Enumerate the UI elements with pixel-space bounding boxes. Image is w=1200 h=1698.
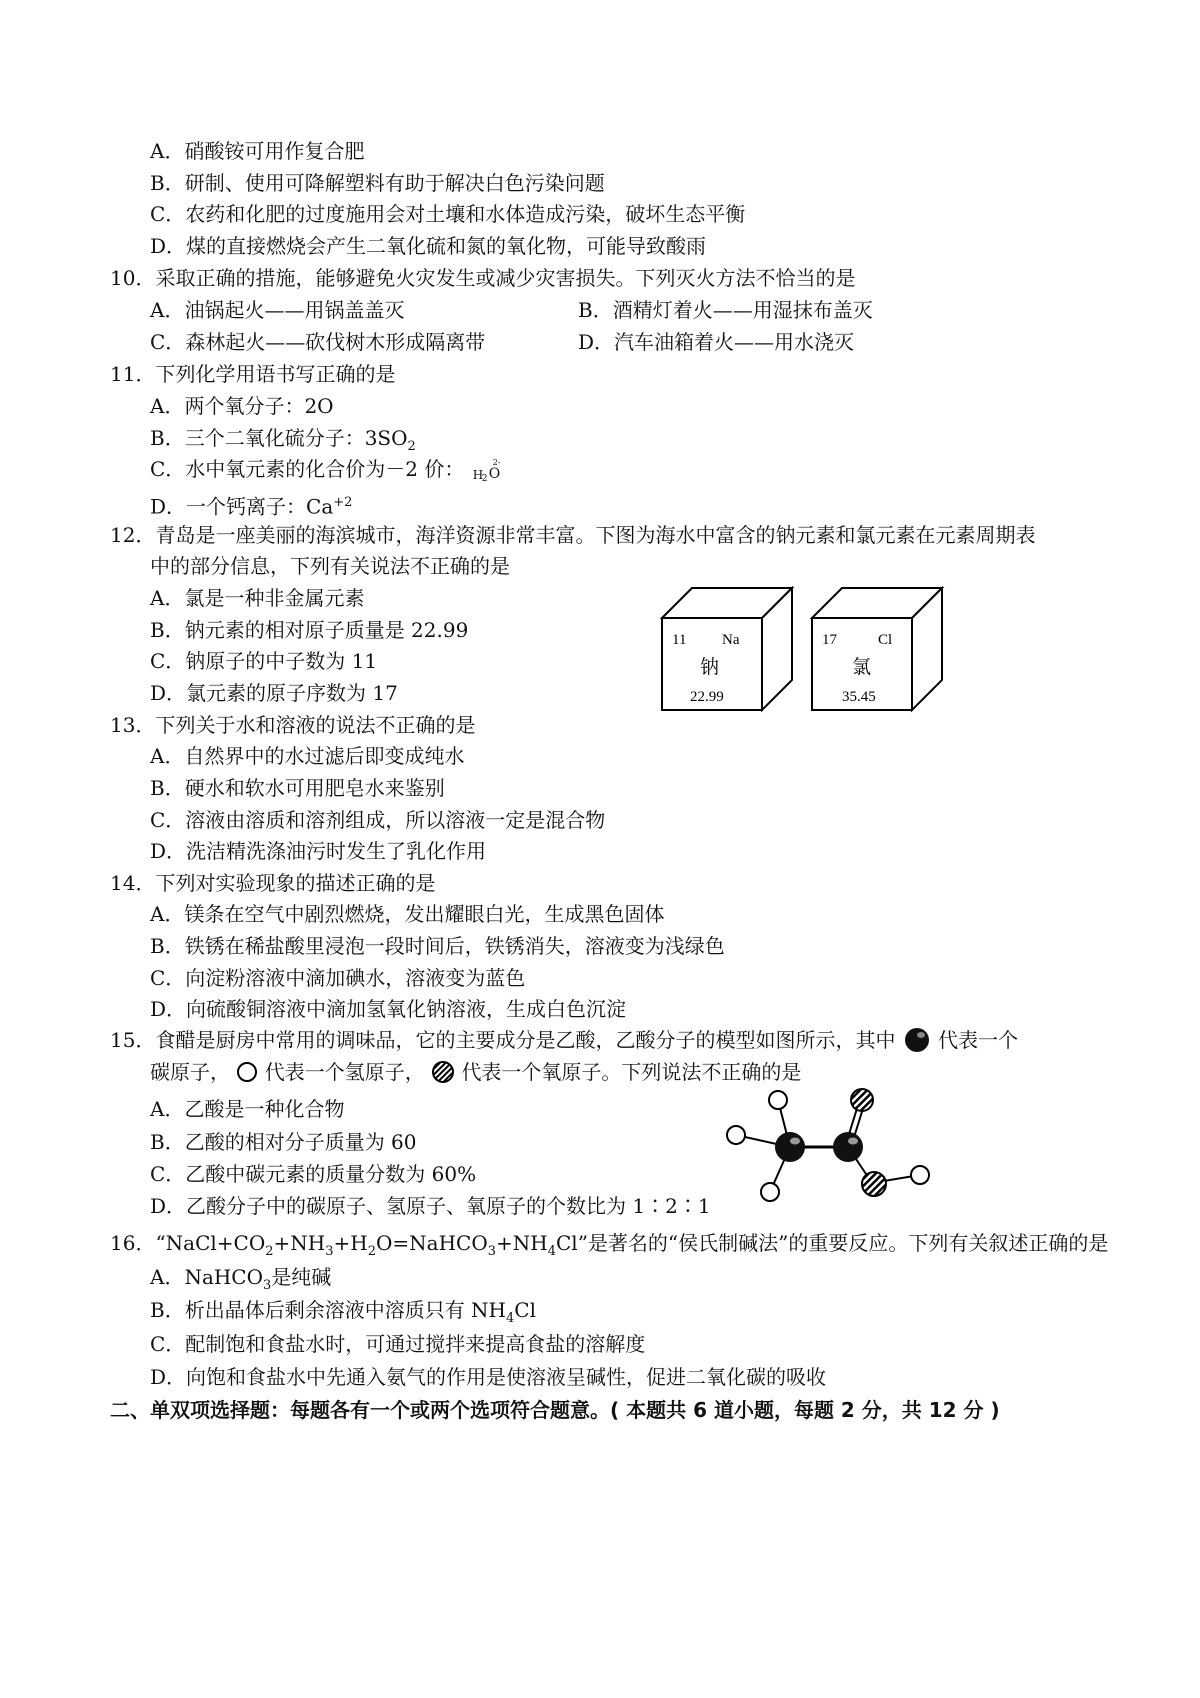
q14-option-c: C．向淀粉溶液中滴加碘水，溶液变为蓝色 — [150, 966, 526, 990]
q16-option-b: B．析出晶体后剩余溶液中溶质只有 $NH_4Cl$ — [150, 1298, 536, 1326]
q13-option-c: C．溶液由溶质和溶剂组成，所以溶液一定是混合物 — [150, 808, 606, 832]
q11-stem: 11．下列化学用语书写正确的是 — [110, 362, 396, 386]
chlorine-symbol: Cl — [878, 632, 893, 648]
q13-option-a: A．自然界中的水过滤后即变成纯水 — [150, 744, 465, 768]
q12-stem-line1: 12．青岛是一座美丽的海滨城市，海洋资源非常丰富。下图为海水中富含的钠元素和氯元素在元素周期表 — [110, 523, 1036, 547]
q16-stem: 16．“$NaCl+CO_2+NH_3+H_2O=NaHCO_3+NH_4Cl$”是著名的“侯氏制碱法”的重要反应。下列有关叙述正确的是 — [110, 1231, 1109, 1259]
q15-option-a: A．乙酸是一种化合物 — [150, 1097, 345, 1121]
chlorine-atomic-number: 17 — [822, 632, 837, 648]
q14-option-d: D．向硫酸铜溶液中滴加氢氧化钠溶液，生成白色沉淀 — [150, 997, 627, 1021]
sodium-cube — [662, 588, 792, 710]
q9-option-c: C．农药和化肥的过度施用会对土壤和水体造成污染，破坏生态平衡 — [150, 202, 746, 226]
section-2-heading: 二、单双项选择题：每题各有一个或两个选项符合题意。( 本题共 6 道小题，每题 2 分，共 12 分 ) — [110, 1398, 1000, 1422]
q12-option-c: C．钠原子的中子数为 11 — [150, 649, 378, 673]
oxygen-atom-icon — [431, 1059, 455, 1085]
water-valence-formula: H 2 O 2- — [472, 458, 501, 484]
sodium-name: 钠 — [700, 656, 720, 678]
q13-option-d: D．洗洁精洗涤油污时发生了乳化作用 — [150, 839, 487, 863]
q10-stem: 10．采取正确的措施，能够避免火灾发生或减少灾害损失。下列灭火方法不恰当的是 — [110, 266, 856, 290]
sodium-mass: 22.99 — [690, 689, 724, 705]
q10-option-b: B．酒精灯着火——用湿抹布盖灭 — [578, 298, 873, 322]
q12-stem-line2: 中的部分信息，下列有关说法不正确的是 — [150, 554, 510, 578]
q15-option-c: C．乙酸中碳元素的质量分数为 60% — [150, 1162, 477, 1186]
q12-option-b: B．钠元素的相对原子质量是 22.99 — [150, 618, 469, 642]
q11-option-b: B．三个二氧化硫分子：$3SO_2$ — [150, 426, 416, 454]
q15-option-d: D．乙酸分子中的碳原子、氢原子、氧原子的个数比为 1∶2∶1 — [150, 1194, 711, 1218]
hydrogen-atom-icon — [236, 1059, 258, 1085]
q13-stem: 13．下列关于水和溶液的说法不正确的是 — [110, 713, 476, 737]
q9-option-a: A．硝酸铵可用作复合肥 — [150, 139, 365, 163]
chlorine-name: 氯 — [852, 656, 872, 678]
chlorine-mass: 35.45 — [842, 689, 876, 705]
q15-option-b: B．乙酸的相对分子质量为 60 — [150, 1130, 417, 1154]
q15-stem-line2: 碳原子， 代表一个氢原子， 代表一个氧原子。下列说法不正确的是 — [150, 1060, 802, 1084]
q16-option-a: A．NaHCO$_3$是纯碱 — [150, 1265, 332, 1293]
q11-option-d: D．一个钙离子：$Ca^{+2}$ — [150, 494, 353, 519]
q12-option-a: A．氯是一种非金属元素 — [150, 586, 365, 610]
q16-option-c: C．配制饱和食盐水时，可通过搅拌来提高食盐的溶解度 — [150, 1332, 646, 1356]
q14-option-a: A．镁条在空气中剧烈燃烧，发出耀眼白光，生成黑色固体 — [150, 902, 665, 926]
q12-option-d: D．氯元素的原子序数为 17 — [150, 681, 398, 705]
sodium-symbol: Na — [722, 632, 740, 648]
carbon-atom-icon — [902, 1027, 932, 1053]
q11-option-a: A．两个氧分子：2O — [150, 394, 334, 418]
periodic-table-figure — [660, 586, 950, 716]
q10-option-a: A．油锅起火——用锅盖盖灭 — [150, 298, 405, 322]
acetic-acid-model — [720, 1080, 940, 1230]
q16-option-d: D．向饱和食盐水中先通入氨气的作用是使溶液呈碱性，促进二氧化碳的吸收 — [150, 1365, 827, 1389]
q10-option-c: C．森林起火——砍伐树木形成隔离带 — [150, 330, 486, 354]
chlorine-cube — [812, 588, 942, 710]
q15-stem-line1: 15．食醋是厨房中常用的调味品，它的主要成分是乙酸，乙酸分子的模型如图所示，其中 代表一个 — [110, 1028, 1019, 1052]
q10-option-d: D．汽车油箱着火——用水浇灭 — [578, 330, 855, 354]
sodium-atomic-number: 11 — [672, 632, 687, 648]
q11-option-c: C．水中氧元素的化合价为－2 价： H 2 O 2- — [150, 456, 511, 482]
q9-option-d: D．煤的直接燃烧会产生二氧化硫和氮的氧化物，可能导致酸雨 — [150, 234, 707, 258]
q14-stem: 14．下列对实验现象的描述正确的是 — [110, 871, 436, 895]
q13-option-b: B．硬水和软水可用肥皂水来鉴别 — [150, 776, 445, 800]
q14-option-b: B．铁锈在稀盐酸里浸泡一段时间后，铁锈消失，溶液变为浅绿色 — [150, 934, 725, 958]
q9-option-b: B．研制、使用可降解塑料有助于解决白色污染问题 — [150, 171, 605, 195]
